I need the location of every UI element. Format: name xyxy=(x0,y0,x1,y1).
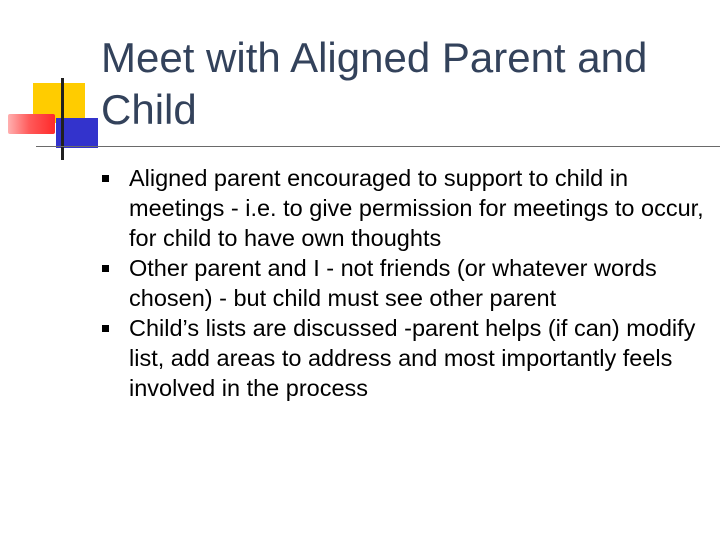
bullet-text: Other parent and I - not friends (or whatever words chosen) - but child must see other parent xyxy=(129,255,657,311)
bullet-text: Aligned parent encouraged to support to child in meetings - i.e. to give permission for meetings to occur, for child to have own thoughts xyxy=(129,165,704,251)
square-bullet-icon xyxy=(102,175,109,182)
vertical-line-decoration xyxy=(61,78,64,160)
square-bullet-icon xyxy=(102,325,109,332)
title-underline-rule xyxy=(36,146,720,147)
slide-title: Meet with Aligned Parent and Child xyxy=(101,34,648,133)
decorative-logo xyxy=(0,0,110,170)
red-bar-decoration xyxy=(8,114,55,134)
bullet-item xyxy=(110,163,710,253)
square-bullet-icon xyxy=(102,265,109,272)
bullet-list xyxy=(110,163,710,403)
bullet-text: Child’s lists are discussed -parent helps (if can) modify list, add areas to address and most importantly feels involved in the process xyxy=(129,315,696,401)
bullet-item xyxy=(110,313,710,403)
bullet-item xyxy=(110,253,710,313)
